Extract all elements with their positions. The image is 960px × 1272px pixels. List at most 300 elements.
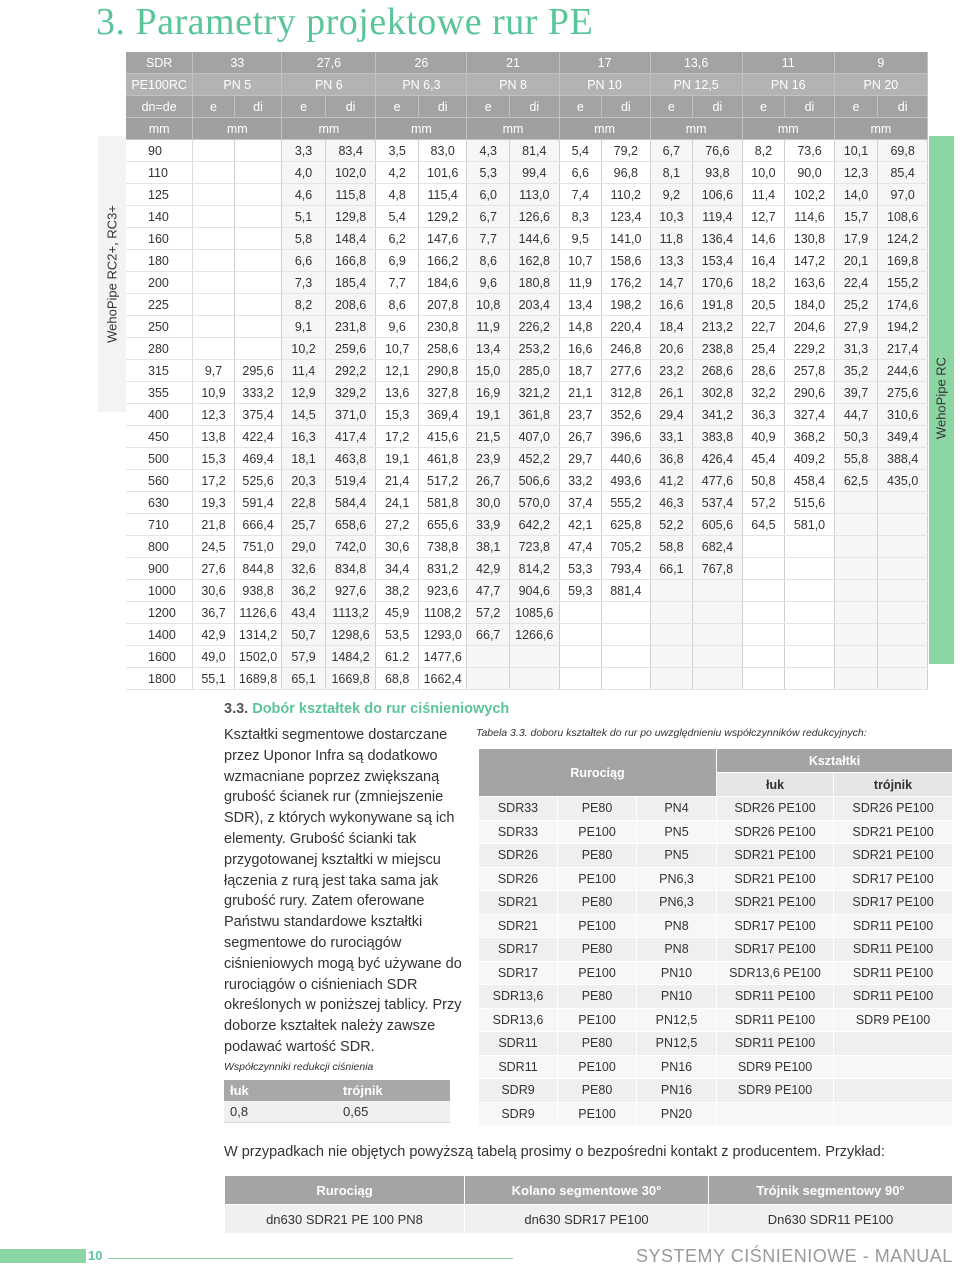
table-row xyxy=(126,646,928,668)
value-cell: 515,6 xyxy=(785,492,835,514)
value-cell: 174,6 xyxy=(878,294,928,316)
value-cell: 477,6 xyxy=(693,470,743,492)
value-cell xyxy=(785,536,835,558)
value-cell: 73,6 xyxy=(785,140,835,162)
value-cell: 21,5 xyxy=(467,426,510,448)
value-cell: 53,3 xyxy=(559,558,602,580)
value-cell: 10,1 xyxy=(834,140,878,162)
value-cell: 198,2 xyxy=(602,294,651,316)
value-cell: 26,7 xyxy=(559,426,602,448)
value-cell: 1502,0 xyxy=(234,646,282,668)
value-cell: 64,5 xyxy=(742,514,785,536)
value-cell: 158,6 xyxy=(602,250,651,272)
fit-cell: PN12,5 xyxy=(637,1032,717,1056)
value-cell xyxy=(234,250,282,272)
fit-cell: SDR13,6 PE100 xyxy=(717,961,834,985)
value-cell: 16,4 xyxy=(742,250,785,272)
value-cell: 65,1 xyxy=(282,668,326,690)
example-header-tee: Trójnik segmentowy 90° xyxy=(709,1176,953,1205)
wall-thickness-header: e xyxy=(467,96,510,118)
fit-cell: PN12,5 xyxy=(637,1008,717,1032)
value-cell: 17,2 xyxy=(193,470,234,492)
value-cell: 10,8 xyxy=(467,294,510,316)
value-cell xyxy=(559,624,602,646)
pn-header: PN 8 xyxy=(467,74,559,96)
value-cell: 45,9 xyxy=(376,602,419,624)
inner-diameter-header: di xyxy=(693,96,743,118)
value-cell xyxy=(742,646,785,668)
value-cell xyxy=(878,580,928,602)
value-cell: 388,4 xyxy=(878,448,928,470)
value-cell: 42,1 xyxy=(559,514,602,536)
value-cell xyxy=(234,140,282,162)
value-cell: 371,0 xyxy=(325,404,376,426)
value-cell: 4,3 xyxy=(467,140,510,162)
table-row xyxy=(126,338,928,360)
value-cell: 23,9 xyxy=(467,448,510,470)
dn-cell: 225 xyxy=(126,294,193,316)
value-cell xyxy=(834,492,878,514)
table-row xyxy=(479,961,953,985)
value-cell xyxy=(878,492,928,514)
fit-cell: SDR11 PE100 xyxy=(717,1032,834,1056)
value-cell: 440,6 xyxy=(602,448,651,470)
wall-thickness-header: e xyxy=(376,96,419,118)
value-cell: 50,8 xyxy=(742,470,785,492)
value-cell: 290,6 xyxy=(785,382,835,404)
value-cell: 119,4 xyxy=(693,206,743,228)
value-cell: 163,6 xyxy=(785,272,835,294)
value-cell xyxy=(193,228,234,250)
value-cell: 96,8 xyxy=(602,162,651,184)
inner-diameter-header: di xyxy=(509,96,559,118)
fit-cell: PN16 xyxy=(637,1055,717,1079)
value-cell: 184,6 xyxy=(418,272,467,294)
value-cell xyxy=(742,536,785,558)
fit-cell: PN6,3 xyxy=(637,867,717,891)
side-label-right: WehoPipe RC xyxy=(933,356,949,440)
table-row xyxy=(126,580,928,602)
value-cell: 38,2 xyxy=(376,580,419,602)
value-cell: 742,0 xyxy=(325,536,376,558)
fit-cell: SDR17 xyxy=(479,961,558,985)
value-cell: 136,4 xyxy=(693,228,743,250)
table-row xyxy=(126,228,928,250)
value-cell: 90,0 xyxy=(785,162,835,184)
value-cell: 33,9 xyxy=(467,514,510,536)
value-cell: 302,8 xyxy=(693,382,743,404)
value-cell xyxy=(693,624,743,646)
value-cell: 110,2 xyxy=(602,184,651,206)
value-cell: 39,7 xyxy=(834,382,878,404)
value-cell: 1266,6 xyxy=(509,624,559,646)
value-cell: 217,4 xyxy=(878,338,928,360)
value-cell: 238,8 xyxy=(693,338,743,360)
value-cell: 14,7 xyxy=(650,272,693,294)
dn-cell: 800 xyxy=(126,536,193,558)
dn-cell: 250 xyxy=(126,316,193,338)
value-cell xyxy=(878,668,928,690)
value-cell: 38,1 xyxy=(467,536,510,558)
value-cell: 11,9 xyxy=(467,316,510,338)
value-cell xyxy=(878,624,928,646)
table-row xyxy=(126,602,928,624)
value-cell: 76,6 xyxy=(693,140,743,162)
inner-diameter-header: di xyxy=(325,96,376,118)
value-cell: 14,0 xyxy=(834,184,878,206)
value-cell: 4,6 xyxy=(282,184,326,206)
value-cell: 99,4 xyxy=(509,162,559,184)
fit-cell: PN6,3 xyxy=(637,891,717,915)
value-cell: 14,5 xyxy=(282,404,326,426)
example-table xyxy=(224,1175,953,1234)
value-cell: 13,3 xyxy=(650,250,693,272)
value-cell: 1662,4 xyxy=(418,668,467,690)
value-cell: 231,8 xyxy=(325,316,376,338)
value-cell xyxy=(650,580,693,602)
sdr-header: 33 xyxy=(193,52,282,74)
value-cell: 41,2 xyxy=(650,470,693,492)
table-row xyxy=(126,624,928,646)
value-cell: 62,5 xyxy=(834,470,878,492)
value-cell: 113,0 xyxy=(509,184,559,206)
fittings-table xyxy=(478,748,953,1126)
fit-cell: PE80 xyxy=(558,938,637,962)
value-cell: 10,3 xyxy=(650,206,693,228)
value-cell xyxy=(742,580,785,602)
value-cell xyxy=(234,206,282,228)
unit-header: mm xyxy=(282,118,376,140)
value-cell: 24,1 xyxy=(376,492,419,514)
coef-value-luk: 0,8 xyxy=(224,1101,337,1123)
value-cell: 7,7 xyxy=(467,228,510,250)
table-row xyxy=(126,514,928,536)
value-cell xyxy=(650,668,693,690)
value-cell xyxy=(559,668,602,690)
value-cell: 35,2 xyxy=(834,360,878,382)
value-cell: 1108,2 xyxy=(418,602,467,624)
dn-cell: 500 xyxy=(126,448,193,470)
value-cell: 59,3 xyxy=(559,580,602,602)
section-body: Kształtki segmentowe dostarczane przez Uponor Infra są dodatkowo wzmacniane poprzez zwiększaną grubość ścianek rur (zmniejszenie SDR), z których wykonywane są ich elementy. Grubość ścianki tak przygotowanej kształtki w miejscu łączenia z rurą jest taka sama jak grubość rury. Zatem oferowane Państwu standardowe kształtki segmentowe do rurociągów ciśnieniowych mogą być używane do rurociągów o ciśnieniach SDR określonych w poniższej tablicy. Przy doborze kształtek należy zawsze podawać wartość SDR. xyxy=(224,727,462,1055)
fit-cell: SDR26 xyxy=(479,844,558,868)
table-row xyxy=(479,891,953,915)
value-cell: 1477,6 xyxy=(418,646,467,668)
table-row xyxy=(479,820,953,844)
table-row xyxy=(479,1079,953,1103)
value-cell: 144,6 xyxy=(509,228,559,250)
value-cell: 327,8 xyxy=(418,382,467,404)
value-cell: 176,2 xyxy=(602,272,651,294)
value-cell: 147,2 xyxy=(785,250,835,272)
fit-header-pipe: Rurociąg xyxy=(479,749,717,797)
table-row xyxy=(479,914,953,938)
sdr-header: 27,6 xyxy=(282,52,376,74)
value-cell: 581,0 xyxy=(785,514,835,536)
value-cell xyxy=(193,206,234,228)
dn-cell: 280 xyxy=(126,338,193,360)
value-cell: 18,4 xyxy=(650,316,693,338)
value-cell: 16,9 xyxy=(467,382,510,404)
value-cell xyxy=(234,338,282,360)
value-cell: 10,9 xyxy=(193,382,234,404)
value-cell: 229,2 xyxy=(785,338,835,360)
sdr-header: 13,6 xyxy=(650,52,742,74)
dn-cell: 1400 xyxy=(126,624,193,646)
value-cell: 30,6 xyxy=(193,580,234,602)
value-cell xyxy=(559,646,602,668)
value-cell: 4,2 xyxy=(376,162,419,184)
table-row xyxy=(126,250,928,272)
coef-header-trojnik: trójnik xyxy=(337,1080,450,1101)
value-cell: 4,0 xyxy=(282,162,326,184)
value-cell: 458,4 xyxy=(785,470,835,492)
value-cell xyxy=(878,646,928,668)
fit-cell xyxy=(834,1102,953,1126)
value-cell: 452,2 xyxy=(509,448,559,470)
value-cell: 9,6 xyxy=(376,316,419,338)
value-cell xyxy=(693,646,743,668)
value-cell xyxy=(878,536,928,558)
value-cell: 102,0 xyxy=(325,162,376,184)
table-row xyxy=(479,985,953,1009)
value-cell: 20,5 xyxy=(742,294,785,316)
value-cell: 383,8 xyxy=(693,426,743,448)
dn-cell: 900 xyxy=(126,558,193,580)
value-cell: 141,0 xyxy=(602,228,651,250)
fit-cell: SDR11 xyxy=(479,1032,558,1056)
value-cell xyxy=(193,338,234,360)
value-cell: 226,2 xyxy=(509,316,559,338)
value-cell: 194,2 xyxy=(878,316,928,338)
fit-cell: PE80 xyxy=(558,844,637,868)
fit-cell: PE100 xyxy=(558,1008,637,1032)
value-cell: 3,3 xyxy=(282,140,326,162)
value-cell: 1298,6 xyxy=(325,624,376,646)
value-cell: 275,6 xyxy=(878,382,928,404)
fit-cell: SDR33 xyxy=(479,797,558,821)
fit-cell: PE80 xyxy=(558,985,637,1009)
value-cell: 12,7 xyxy=(742,206,785,228)
table-row xyxy=(126,536,928,558)
value-cell: 17,9 xyxy=(834,228,878,250)
value-cell: 321,2 xyxy=(509,382,559,404)
value-cell: 129,2 xyxy=(418,206,467,228)
value-cell xyxy=(693,580,743,602)
value-cell xyxy=(834,668,878,690)
value-cell: 24,5 xyxy=(193,536,234,558)
value-cell: 130,8 xyxy=(785,228,835,250)
value-cell: 605,6 xyxy=(693,514,743,536)
value-cell: 396,6 xyxy=(602,426,651,448)
value-cell: 244,6 xyxy=(878,360,928,382)
value-cell: 230,8 xyxy=(418,316,467,338)
value-cell xyxy=(834,536,878,558)
table-row xyxy=(126,206,928,228)
value-cell: 213,2 xyxy=(693,316,743,338)
fit-cell: PN10 xyxy=(637,985,717,1009)
value-cell: 30,6 xyxy=(376,536,419,558)
table-row xyxy=(126,668,928,690)
coef-caption: Współczynniki redukcji ciśnienia xyxy=(224,1061,374,1073)
unit-header: mm xyxy=(467,118,559,140)
value-cell: 42,9 xyxy=(467,558,510,580)
value-cell: 9,2 xyxy=(650,184,693,206)
value-cell: 23,7 xyxy=(559,404,602,426)
value-cell: 185,4 xyxy=(325,272,376,294)
value-cell: 1484,2 xyxy=(325,646,376,668)
example-value-elbow: dn630 SDR17 PE100 xyxy=(465,1205,709,1234)
value-cell xyxy=(193,294,234,316)
value-cell: 767,8 xyxy=(693,558,743,580)
value-cell: 79,2 xyxy=(602,140,651,162)
fit-cell: SDR17 PE100 xyxy=(834,867,953,891)
value-cell: 29,0 xyxy=(282,536,326,558)
footer-title: SYSTEMY CIŚNIENIOWE - MANUAL xyxy=(636,1246,953,1266)
value-cell xyxy=(602,602,651,624)
value-cell: 368,2 xyxy=(785,426,835,448)
table-row xyxy=(126,382,928,404)
fit-cell: SDR21 PE100 xyxy=(717,844,834,868)
value-cell xyxy=(878,602,928,624)
value-cell: 18,7 xyxy=(559,360,602,382)
value-cell: 220,4 xyxy=(602,316,651,338)
value-cell: 3,5 xyxy=(376,140,419,162)
value-cell: 506,6 xyxy=(509,470,559,492)
value-cell: 124,2 xyxy=(878,228,928,250)
value-cell: 114,6 xyxy=(785,206,835,228)
unit-header: mm xyxy=(834,118,927,140)
value-cell: 147,6 xyxy=(418,228,467,250)
value-cell: 44,7 xyxy=(834,404,878,426)
value-cell xyxy=(467,668,510,690)
value-cell: 625,8 xyxy=(602,514,651,536)
value-cell: 25,4 xyxy=(742,338,785,360)
fit-cell: SDR21 xyxy=(479,891,558,915)
value-cell: 705,2 xyxy=(602,536,651,558)
unit-header: mm xyxy=(126,118,193,140)
value-cell: 8,2 xyxy=(742,140,785,162)
value-cell: 6,7 xyxy=(650,140,693,162)
value-cell: 310,6 xyxy=(878,404,928,426)
value-cell: 49,0 xyxy=(193,646,234,668)
value-cell: 277,6 xyxy=(602,360,651,382)
value-cell: 16,6 xyxy=(650,294,693,316)
table-row xyxy=(479,1008,953,1032)
dn-cell: 180 xyxy=(126,250,193,272)
value-cell: 28,6 xyxy=(742,360,785,382)
value-cell: 102,2 xyxy=(785,184,835,206)
unit-header: mm xyxy=(559,118,650,140)
fit-cell: PE100 xyxy=(558,820,637,844)
value-cell: 50,3 xyxy=(834,426,878,448)
value-cell: 268,6 xyxy=(693,360,743,382)
fit-cell: SDR13,6 xyxy=(479,985,558,1009)
coef-value-trojnik: 0,65 xyxy=(337,1101,450,1123)
value-cell: 349,4 xyxy=(878,426,928,448)
value-cell: 81,4 xyxy=(509,140,559,162)
inner-diameter-header: di xyxy=(602,96,651,118)
value-cell: 208,6 xyxy=(325,294,376,316)
fit-cell: SDR9 PE100 xyxy=(834,1008,953,1032)
value-cell: 25,2 xyxy=(834,294,878,316)
fit-header-fittings: Kształtki xyxy=(717,749,953,773)
table-row xyxy=(126,404,928,426)
value-cell xyxy=(834,558,878,580)
table-row xyxy=(126,448,928,470)
pn-header: PN 6,3 xyxy=(376,74,467,96)
value-cell: 47,7 xyxy=(467,580,510,602)
value-cell: 162,8 xyxy=(509,250,559,272)
dn-label: dn=de xyxy=(126,96,193,118)
value-cell: 469,4 xyxy=(234,448,282,470)
value-cell: 409,2 xyxy=(785,448,835,470)
value-cell: 658,6 xyxy=(325,514,376,536)
value-cell: 153,4 xyxy=(693,250,743,272)
fit-cell: SDR9 PE100 xyxy=(717,1055,834,1079)
value-cell: 16,6 xyxy=(559,338,602,360)
value-cell: 844,8 xyxy=(234,558,282,580)
value-cell: 46,3 xyxy=(650,492,693,514)
footer-bar xyxy=(0,1249,86,1263)
table-row xyxy=(126,360,928,382)
value-cell: 53,5 xyxy=(376,624,419,646)
value-cell xyxy=(193,162,234,184)
value-cell: 246,8 xyxy=(602,338,651,360)
pn-header: PN 10 xyxy=(559,74,650,96)
value-cell: 22,7 xyxy=(742,316,785,338)
value-cell: 5,4 xyxy=(559,140,602,162)
table-row xyxy=(126,294,928,316)
value-cell: 10,2 xyxy=(282,338,326,360)
value-cell xyxy=(693,668,743,690)
pn-header: PN 12,5 xyxy=(650,74,742,96)
value-cell xyxy=(785,580,835,602)
dn-cell: 315 xyxy=(126,360,193,382)
fit-cell: PN8 xyxy=(637,914,717,938)
dn-cell: 125 xyxy=(126,184,193,206)
value-cell: 333,2 xyxy=(234,382,282,404)
value-cell xyxy=(785,558,835,580)
fit-cell: SDR21 PE100 xyxy=(834,820,953,844)
value-cell: 5,1 xyxy=(282,206,326,228)
pn-header: PN 6 xyxy=(282,74,376,96)
value-cell: 6,6 xyxy=(282,250,326,272)
value-cell: 435,0 xyxy=(878,470,928,492)
value-cell xyxy=(559,602,602,624)
value-cell: 47,4 xyxy=(559,536,602,558)
section-number: 3.3. xyxy=(224,701,249,717)
value-cell: 415,6 xyxy=(418,426,467,448)
value-cell: 184,0 xyxy=(785,294,835,316)
fit-cell: PE80 xyxy=(558,797,637,821)
pe-label: PE100RC xyxy=(126,74,193,96)
fit-header-luk: łuk xyxy=(717,773,834,797)
table-row xyxy=(126,316,928,338)
value-cell: 36,8 xyxy=(650,448,693,470)
unit-header: mm xyxy=(376,118,467,140)
value-cell: 166,8 xyxy=(325,250,376,272)
value-cell: 493,6 xyxy=(602,470,651,492)
value-cell: 11,4 xyxy=(282,360,326,382)
value-cell: 55,1 xyxy=(193,668,234,690)
fit-header-trojnik: trójnik xyxy=(834,773,953,797)
value-cell: 207,8 xyxy=(418,294,467,316)
value-cell: 14,8 xyxy=(559,316,602,338)
value-cell: 57,2 xyxy=(467,602,510,624)
value-cell: 26,1 xyxy=(650,382,693,404)
value-cell: 21,8 xyxy=(193,514,234,536)
